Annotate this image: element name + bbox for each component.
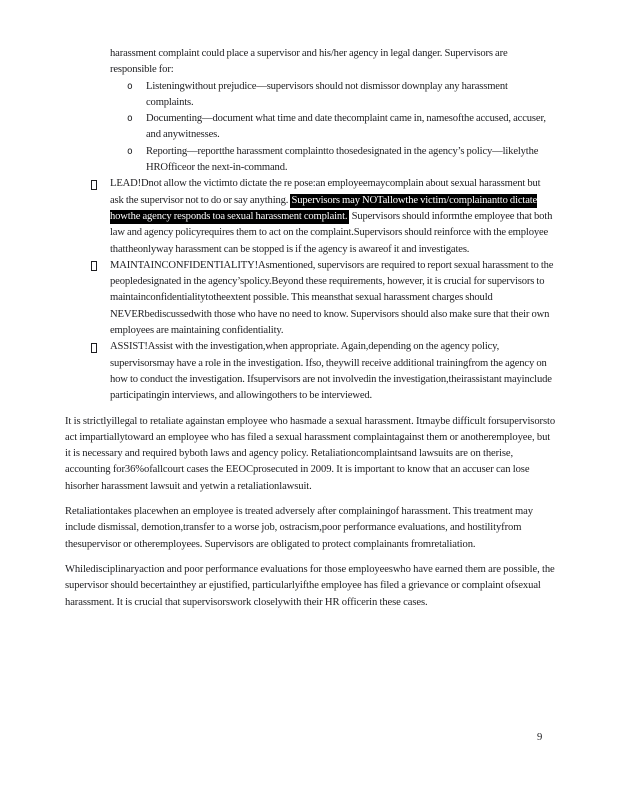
text-segment: MAINTAINCONFIDENTIALITY!Asmentioned, supervisors are required to report sexual harassment to the peopledesignated in the agency’spolicy.Beyond these requirements, however, it is crucial for supervisors to maintainconfidentialitytotheextent possible. This meansthat sexual harassment charges should NEVERbediscussedwith those who have no need to know. Supervisors should also make sure that their own employees are maintaining confidentiality. — [110, 259, 554, 337]
item-text — [110, 260, 553, 336]
list-item — [110, 144, 554, 177]
page-content — [0, 46, 618, 611]
circle-bullet-icon: o — [127, 113, 133, 125]
body-text-block — [65, 414, 557, 611]
text-segment: ASSIST!Assist with the investigation,when appropriate. Again,depending on the agency policy, supervisorsmay have a role in the investigation. Ifso, theywill receive additional trainingfrom the agency on how to conduct the investigation. Ifsupervisors are not involvedin the investigation,theirassistant mayinclude participatingin interviews, and allowingothers to be interviewed. — [110, 341, 552, 402]
square-bullet-icon — [91, 180, 97, 190]
highlighted-text: Supervisors may NOTallowthe victim/complainantto dictate howthe agency responds toa sexual harassment complaint. — [110, 194, 538, 222]
list-item — [110, 258, 554, 339]
paragraph: Retaliationtakes placewhen an employee is treated adversely after complainingof harassment. This treatment may include dismissal, demotion,transfer to a worse job, ostracism,poor performance evaluations, and hostilityfrom thesupervisor or otheremployees. Supervisors are obligated to protect complainants fromretaliation. — [65, 506, 533, 550]
square-bullet-icon — [91, 261, 97, 271]
text-segment: Supervisors should informthe employee that both law and agency policyrequires them to act on the complaint.Supervisors should reinforce with the employee thattheonlyway harassment can be stopped is if the agency is awareof it and investigates. — [110, 210, 553, 255]
circle-bullet-icon: o — [127, 145, 133, 157]
paragraph: It is strictlyillegal to retaliate againstan employee who hasmade a sexual harassment. Itmaybe difficult forsupervisorsto act impartiallytoward an employee who has filed a sexual harassment complaintagainst them or anotheremployee, but it is necessary and required byboth laws and agency policy. Retaliationcomplaintsand lawsuits are on therise, accounting for36%ofallcourt cases the EEOCprosecuted in 2009. It is important to know that an accuser can lose hisorher harassment lawsuit and yetwin a retaliationlawsuit. — [65, 415, 556, 492]
item-text — [110, 341, 552, 401]
list-item — [110, 176, 554, 257]
text-segment: LEAD!Dnot allow the victimto dictate the re pose:an employeemaycomplain about sexual harassment but ask the supervisor not to do or say anything. — [110, 178, 541, 206]
item-text: Listeningwithout prejudice—supervisors should not dismissor downplay any harassment complaints. — [146, 80, 508, 108]
circle-bullet-list — [110, 79, 554, 177]
list-item — [110, 339, 554, 404]
intro-paragraph: harassment complaint could place a supervisor and his/her agency in legal danger. Supervisors are responsible for: — [110, 48, 508, 76]
page-number: 9 — [537, 732, 543, 743]
item-text: Reporting—reportthe harassment complaintto thosedesignated in the agency’s policy—likelythe HROfficeor the next-in-command. — [146, 145, 539, 174]
indented-list-block — [110, 46, 554, 405]
paragraph: Whiledisciplinaryaction and poor performance evaluations for those employeeswho have earned them are possible, the supervisor should becertainthey ar ejustified, particularlyifthe employee has filed a grievance or complaint ofsexual harassment. It is crucial that supervisorswork closelywith their HR officerin these cases. — [65, 563, 555, 608]
item-text: Documenting—document what time and date thecomplaint came in, namesofthe accused, accuser, and anywitnesses. — [146, 113, 546, 141]
square-bullet-list — [110, 176, 554, 404]
circle-bullet-icon: o — [127, 80, 133, 92]
list-item — [110, 111, 554, 144]
item-text — [110, 178, 552, 254]
list-item — [110, 79, 554, 112]
square-bullet-icon — [91, 343, 97, 353]
